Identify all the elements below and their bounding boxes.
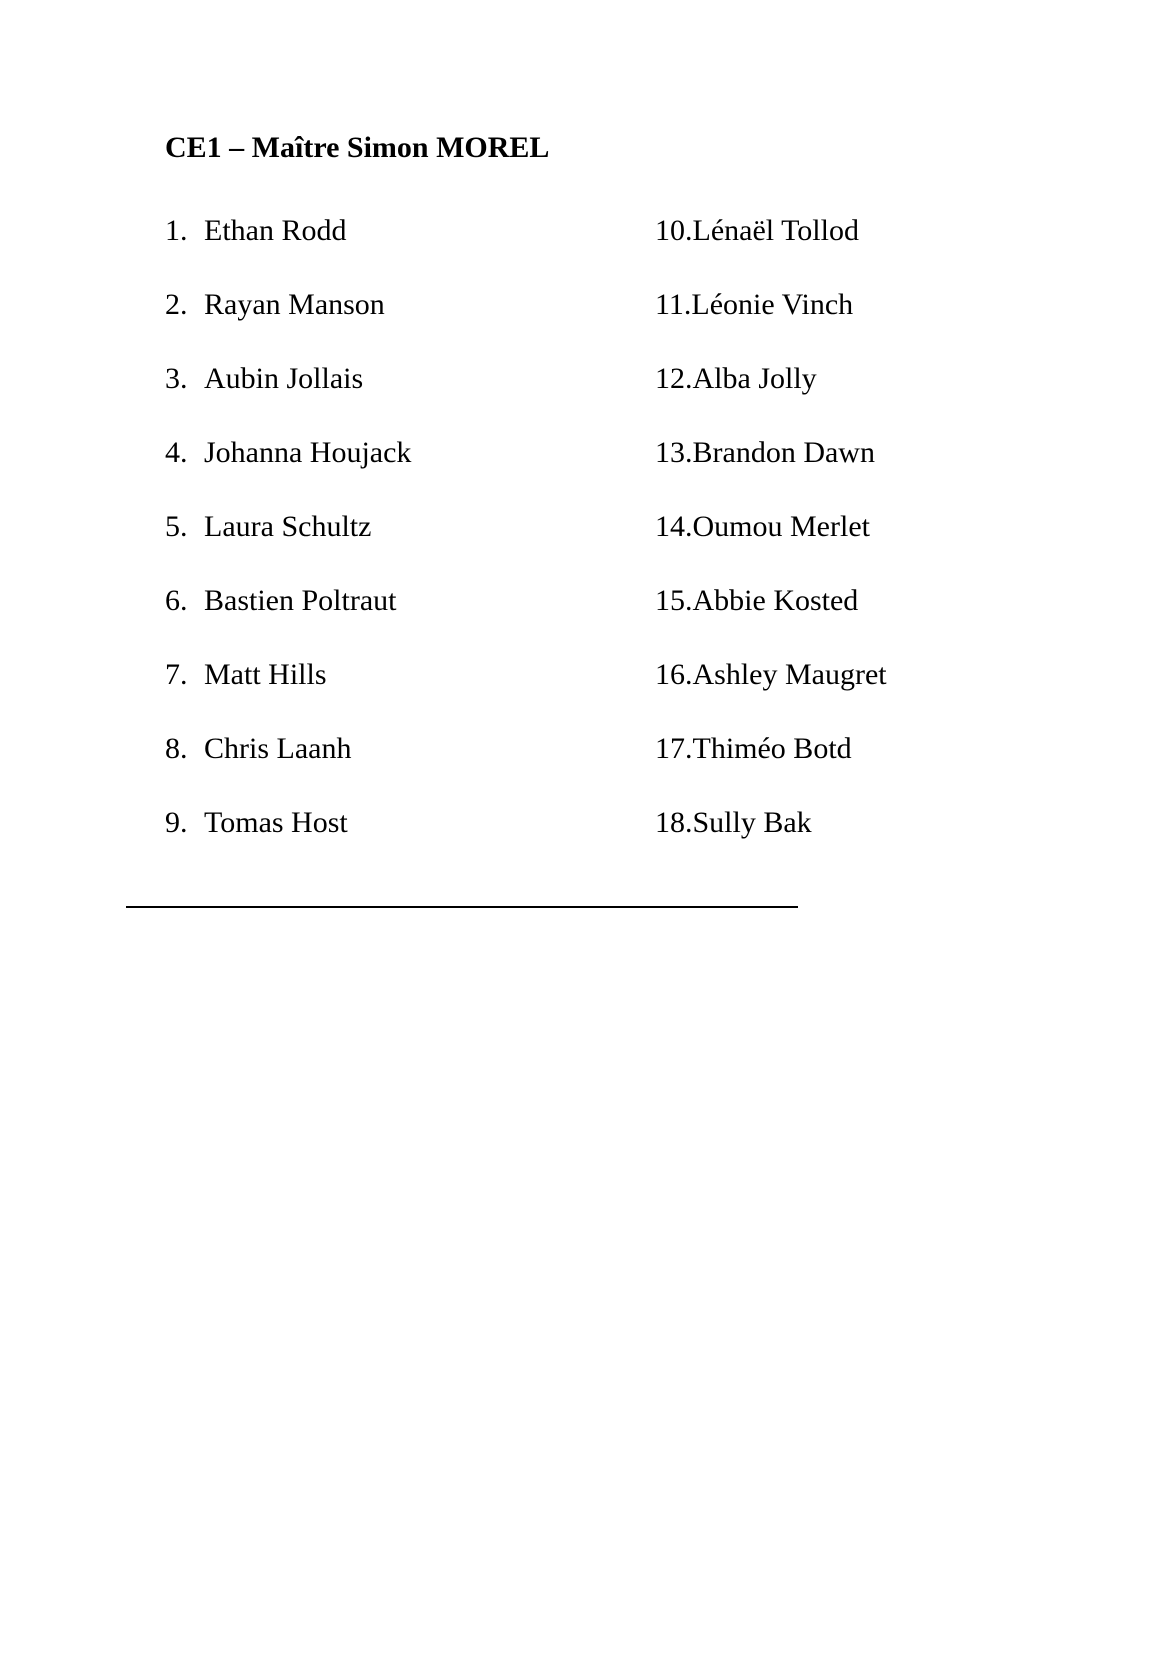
list-item: [165, 583, 411, 657]
item-number: 14.: [655, 510, 693, 543]
student-name: Aubin Jollais: [204, 362, 364, 395]
student-name: Oumou Merlet: [692, 510, 870, 543]
student-name: Bastien Poltraut: [204, 584, 397, 617]
item-number: 2.: [165, 288, 188, 321]
list-item: [165, 287, 411, 361]
item-number: 15.: [655, 584, 693, 617]
student-name: Alba Jolly: [692, 362, 817, 395]
student-name: Ethan Rodd: [204, 214, 347, 247]
list-item: [165, 805, 411, 879]
item-number: 11.: [655, 288, 692, 321]
item-number: 3.: [165, 362, 188, 395]
item-number: 5.: [165, 510, 188, 543]
item-number: 13.: [655, 436, 693, 469]
list-item: [655, 361, 887, 435]
list-item: [165, 731, 411, 805]
item-number: 10.: [655, 214, 693, 247]
student-name: Sully Bak: [692, 806, 812, 839]
item-number: 1.: [165, 214, 188, 247]
item-number: 4.: [165, 436, 188, 469]
item-number: 17.: [655, 732, 693, 765]
item-number: 18.: [655, 806, 693, 839]
list-item: [655, 657, 887, 731]
page-title: CE1 – Maître Simon MOREL: [165, 131, 550, 164]
list-item: [655, 213, 887, 287]
student-name: Lénaël Tollod: [692, 214, 859, 247]
list-item: [165, 435, 411, 509]
list-item: [165, 657, 411, 731]
student-name: Rayan Manson: [204, 288, 385, 321]
list-item: [165, 361, 411, 435]
student-name: Abbie Kosted: [692, 584, 859, 617]
item-number: 12.: [655, 362, 693, 395]
student-name: Thiméo Botd: [692, 732, 852, 765]
list-item: [655, 509, 887, 583]
student-name: Brandon Dawn: [692, 436, 875, 469]
item-number: 7.: [165, 658, 188, 691]
student-name: Matt Hills: [204, 658, 327, 691]
list-item: [165, 213, 411, 287]
list-item: [655, 731, 887, 805]
item-number: 16.: [655, 658, 693, 691]
list-item: [655, 805, 887, 879]
student-name: Tomas Host: [204, 806, 348, 839]
student-name: Léonie Vinch: [691, 288, 854, 321]
student-list-left: [165, 213, 411, 879]
horizontal-rule: [126, 906, 798, 908]
student-name: Johanna Houjack: [204, 436, 412, 469]
list-item: [655, 287, 887, 361]
list-item: [165, 509, 411, 583]
item-number: 8.: [165, 732, 188, 765]
student-name: Ashley Maugret: [692, 658, 887, 691]
student-list-right: [655, 213, 887, 879]
list-item: [655, 583, 887, 657]
list-item: [655, 435, 887, 509]
item-number: 6.: [165, 584, 188, 617]
student-name: Laura Schultz: [204, 510, 372, 543]
student-name: Chris Laanh: [204, 732, 352, 765]
item-number: 9.: [165, 806, 188, 839]
